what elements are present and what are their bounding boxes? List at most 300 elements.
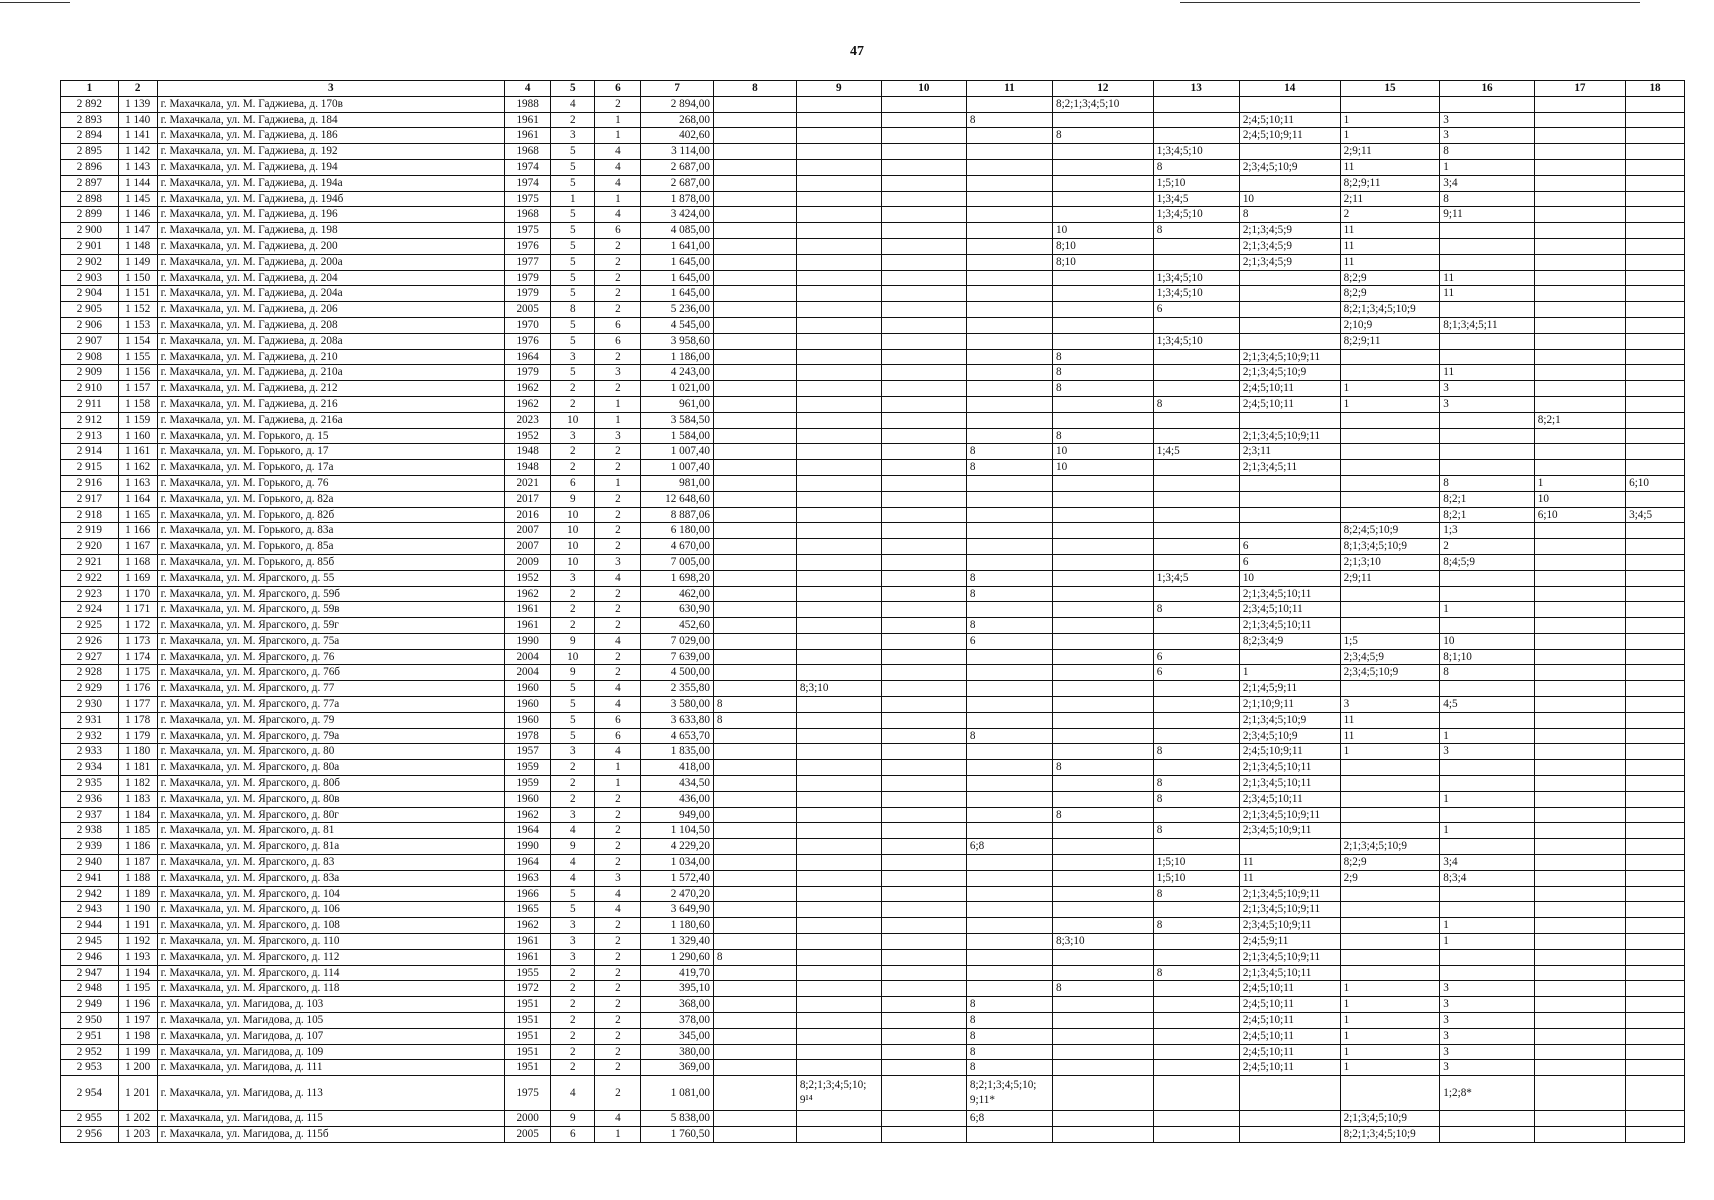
cell-col-13: 1;3;4;5 (1153, 570, 1239, 586)
cell-col-7: 4 500,00 (641, 665, 713, 681)
cell-col-10 (881, 238, 966, 254)
cell-col-11 (966, 144, 1052, 160)
table-row (61, 1060, 1685, 1076)
cell-col-6: 2 (595, 665, 641, 681)
cell-col-12 (1052, 159, 1153, 175)
cell-col-8 (713, 855, 796, 871)
cell-col-7: 7 029,00 (641, 633, 713, 649)
cell-col-7: 378,00 (641, 1013, 713, 1029)
cell-col-13 (1153, 1060, 1239, 1076)
cell-col-18 (1626, 254, 1685, 270)
cell-col-5: 5 (551, 681, 595, 697)
cell-col-13 (1153, 1076, 1239, 1111)
cell-col-9 (796, 539, 881, 555)
cell-col-10 (881, 681, 966, 697)
cell-col-4: 2000 (505, 1111, 551, 1127)
cell-col-4: 1976 (505, 333, 551, 349)
cell-col-11 (966, 823, 1052, 839)
cell-col-1: 2 904 (61, 286, 119, 302)
cell-col-1: 2 931 (61, 712, 119, 728)
cell-col-1: 2 943 (61, 902, 119, 918)
cell-col-3: г. Махачкала, ул. М. Ярагского, д. 80в (157, 791, 504, 807)
cell-col-1: 2 949 (61, 997, 119, 1013)
cell-col-6: 4 (595, 159, 641, 175)
cell-col-8 (713, 1076, 796, 1111)
cell-col-8 (713, 776, 796, 792)
cell-col-14: 2;4;5;10;11 (1239, 1044, 1340, 1060)
cell-col-8 (713, 1127, 796, 1143)
cell-col-13 (1153, 428, 1239, 444)
cell-col-2: 1 159 (118, 412, 157, 428)
cell-col-14: 2;1;3;4;5;10;11 (1239, 965, 1340, 981)
table-row (61, 918, 1685, 934)
cell-col-6: 2 (595, 1013, 641, 1029)
cell-col-15: 1;5 (1340, 633, 1440, 649)
cell-col-18 (1626, 223, 1685, 239)
cell-col-3: г. Махачкала, ул. М. Ярагского, д. 80б (157, 776, 504, 792)
cell-col-1: 2 939 (61, 839, 119, 855)
cell-col-2: 1 187 (118, 855, 157, 871)
cell-col-13: 8 (1153, 886, 1239, 902)
cell-col-14: 2;3;4;5;10;11 (1239, 602, 1340, 618)
cell-col-12 (1052, 491, 1153, 507)
cell-col-2: 1 182 (118, 776, 157, 792)
cell-col-1: 2 905 (61, 302, 119, 318)
cell-col-6: 2 (595, 981, 641, 997)
cell-col-3: г. Махачкала, ул. М. Гаджиева, д. 210а (157, 365, 504, 381)
cell-col-15 (1340, 475, 1440, 491)
cell-col-3: г. Махачкала, ул. М. Горького, д. 17а (157, 460, 504, 476)
cell-col-5: 5 (551, 238, 595, 254)
cell-col-14: 2;1;3;4;5;10;9 (1239, 712, 1340, 728)
cell-col-7: 1 081,00 (641, 1076, 713, 1111)
cell-col-7: 345,00 (641, 1028, 713, 1044)
cell-col-9 (796, 507, 881, 523)
cell-col-16: 8;2;1 (1440, 491, 1534, 507)
column-header-12: 12 (1052, 81, 1153, 97)
cell-col-10 (881, 902, 966, 918)
cell-col-7: 1 641,00 (641, 238, 713, 254)
cell-col-14: 2;4;5;10;11 (1239, 381, 1340, 397)
cell-col-3: г. Махачкала, ул. М. Гаджиева, д. 200а (157, 254, 504, 270)
cell-col-3: г. Махачкала, ул. М. Ярагского, д. 76б (157, 665, 504, 681)
cell-col-16 (1440, 760, 1534, 776)
cell-col-8 (713, 554, 796, 570)
cell-col-14 (1239, 523, 1340, 539)
cell-col-18 (1626, 270, 1685, 286)
cell-col-7: 1 572,40 (641, 870, 713, 886)
cell-col-2: 1 183 (118, 791, 157, 807)
cell-col-9 (796, 728, 881, 744)
cell-col-2: 1 169 (118, 570, 157, 586)
cell-col-12 (1052, 1060, 1153, 1076)
cell-col-16: 3 (1440, 1028, 1534, 1044)
cell-col-8 (713, 254, 796, 270)
cell-col-12 (1052, 1013, 1153, 1029)
cell-col-18 (1626, 697, 1685, 713)
cell-col-2: 1 161 (118, 444, 157, 460)
cell-col-11 (966, 207, 1052, 223)
cell-col-9 (796, 112, 881, 128)
table-row (61, 302, 1685, 318)
cell-col-11 (966, 96, 1052, 112)
cell-col-3: г. Махачкала, ул. М. Ярагского, д. 59в (157, 602, 504, 618)
cell-col-1: 2 902 (61, 254, 119, 270)
cell-col-8: 8 (713, 949, 796, 965)
column-header-18: 18 (1626, 81, 1685, 97)
cell-col-4: 1979 (505, 365, 551, 381)
cell-col-13 (1153, 807, 1239, 823)
cell-col-18 (1626, 112, 1685, 128)
cell-col-1: 2 944 (61, 918, 119, 934)
cell-col-7: 8 887,06 (641, 507, 713, 523)
cell-col-4: 1976 (505, 238, 551, 254)
cell-col-6: 4 (595, 744, 641, 760)
cell-col-18 (1626, 302, 1685, 318)
cell-col-10 (881, 317, 966, 333)
cell-col-8 (713, 112, 796, 128)
cell-col-17: 6;10 (1534, 507, 1625, 523)
cell-col-3: г. Махачкала, ул. М. Ярагского, д. 106 (157, 902, 504, 918)
cell-col-13 (1153, 712, 1239, 728)
cell-col-12 (1052, 649, 1153, 665)
cell-col-18 (1626, 128, 1685, 144)
cell-col-4: 1975 (505, 223, 551, 239)
cell-col-8 (713, 523, 796, 539)
cell-col-14: 2;1;3;4;5;9 (1239, 238, 1340, 254)
cell-col-16 (1440, 807, 1534, 823)
cell-col-7: 1 180,60 (641, 918, 713, 934)
cell-col-13: 8 (1153, 602, 1239, 618)
cell-col-6: 3 (595, 554, 641, 570)
table-row (61, 570, 1685, 586)
cell-col-15 (1340, 807, 1440, 823)
cell-col-16: 1 (1440, 159, 1534, 175)
cell-col-3: г. Махачкала, ул. М. Ярагского, д. 112 (157, 949, 504, 965)
cell-col-15 (1340, 618, 1440, 634)
cell-col-5: 3 (551, 744, 595, 760)
cell-col-7: 1 007,40 (641, 444, 713, 460)
cell-col-8 (713, 175, 796, 191)
cell-col-8 (713, 965, 796, 981)
cell-col-9 (796, 1028, 881, 1044)
cell-col-14 (1239, 144, 1340, 160)
cell-col-3: г. Махачкала, ул. М. Ярагского, д. 108 (157, 918, 504, 934)
table-row (61, 586, 1685, 602)
cell-col-1: 2 896 (61, 159, 119, 175)
cell-col-4: 2021 (505, 475, 551, 491)
cell-col-12 (1052, 665, 1153, 681)
cell-col-13: 1;3;4;5;10 (1153, 286, 1239, 302)
cell-col-13: 1;3;4;5;10 (1153, 144, 1239, 160)
cell-col-8 (713, 428, 796, 444)
cell-col-4: 1974 (505, 159, 551, 175)
cell-col-10 (881, 428, 966, 444)
cell-col-6: 6 (595, 223, 641, 239)
cell-col-15 (1340, 412, 1440, 428)
table-row (61, 1028, 1685, 1044)
cell-col-16: 11 (1440, 286, 1534, 302)
table-row (61, 223, 1685, 239)
cell-col-17 (1534, 128, 1625, 144)
cell-col-7: 4 243,00 (641, 365, 713, 381)
cell-col-7: 6 180,00 (641, 523, 713, 539)
cell-col-6: 2 (595, 539, 641, 555)
cell-col-6: 2 (595, 460, 641, 476)
cell-col-14 (1239, 412, 1340, 428)
cell-col-14: 2;3;4;5;10;9 (1239, 159, 1340, 175)
cell-col-9 (796, 349, 881, 365)
cell-col-13: 6 (1153, 302, 1239, 318)
cell-col-18: 6;10 (1626, 475, 1685, 491)
cell-col-3: г. Махачкала, ул. М. Ярагского, д. 79а (157, 728, 504, 744)
cell-col-9 (796, 1013, 881, 1029)
cell-col-13 (1153, 997, 1239, 1013)
table-row (61, 1127, 1685, 1143)
cell-col-18 (1626, 523, 1685, 539)
cell-col-10 (881, 333, 966, 349)
cell-col-6: 4 (595, 1111, 641, 1127)
cell-col-3: г. Махачкала, ул. М. Ярагского, д. 110 (157, 934, 504, 950)
cell-col-3: г. Махачкала, ул. Магидова, д. 115б (157, 1127, 504, 1143)
cell-col-8 (713, 412, 796, 428)
table-row (61, 807, 1685, 823)
cell-col-12 (1052, 570, 1153, 586)
cell-col-8 (713, 823, 796, 839)
cell-col-9 (796, 317, 881, 333)
cell-col-12: 10 (1052, 444, 1153, 460)
cell-col-16: 3 (1440, 1060, 1534, 1076)
cell-col-3: г. Махачкала, ул. Магидова, д. 107 (157, 1028, 504, 1044)
cell-col-13 (1153, 238, 1239, 254)
cell-col-13 (1153, 475, 1239, 491)
table-row (61, 949, 1685, 965)
cell-col-2: 1 146 (118, 207, 157, 223)
cell-col-7: 949,00 (641, 807, 713, 823)
cell-col-12: 8 (1052, 807, 1153, 823)
cell-col-12 (1052, 112, 1153, 128)
cell-col-1: 2 955 (61, 1111, 119, 1127)
cell-col-18 (1626, 175, 1685, 191)
cell-col-6: 4 (595, 175, 641, 191)
cell-col-17 (1534, 602, 1625, 618)
cell-col-18 (1626, 491, 1685, 507)
cell-col-14: 8 (1239, 207, 1340, 223)
cell-col-17 (1534, 428, 1625, 444)
table-row (61, 112, 1685, 128)
cell-col-4: 1972 (505, 981, 551, 997)
cell-col-7: 4 229,20 (641, 839, 713, 855)
cell-col-18 (1626, 586, 1685, 602)
cell-col-11 (966, 270, 1052, 286)
cell-col-13: 1;3;4;5 (1153, 191, 1239, 207)
cell-col-1: 2 897 (61, 175, 119, 191)
cell-col-7: 3 649,90 (641, 902, 713, 918)
cell-col-4: 1964 (505, 349, 551, 365)
cell-col-6: 2 (595, 1028, 641, 1044)
cell-col-15: 2;10;9 (1340, 317, 1440, 333)
cell-col-8 (713, 902, 796, 918)
cell-col-17 (1534, 1060, 1625, 1076)
cell-col-3: г. Махачкала, ул. М. Гаджиева, д. 192 (157, 144, 504, 160)
cell-col-9 (796, 618, 881, 634)
cell-col-17 (1534, 1127, 1625, 1143)
cell-col-3: г. Махачкала, ул. М. Гаджиева, д. 194б (157, 191, 504, 207)
cell-col-10 (881, 523, 966, 539)
cell-col-14: 2;1;3;4;5;10;9;11 (1239, 349, 1340, 365)
cell-col-3: г. Махачкала, ул. М. Горького, д. 15 (157, 428, 504, 444)
cell-col-7: 434,50 (641, 776, 713, 792)
cell-col-5: 3 (551, 918, 595, 934)
column-header-10: 10 (881, 81, 966, 97)
cell-col-10 (881, 1044, 966, 1060)
cell-col-10 (881, 760, 966, 776)
cell-col-7: 3 424,00 (641, 207, 713, 223)
cell-col-1: 2 908 (61, 349, 119, 365)
cell-col-18 (1626, 1111, 1685, 1127)
page-number: 47 (850, 44, 864, 59)
cell-col-10 (881, 807, 966, 823)
cell-col-18 (1626, 870, 1685, 886)
cell-col-12 (1052, 144, 1153, 160)
cell-col-15: 1 (1340, 1060, 1440, 1076)
table-row (61, 855, 1685, 871)
cell-col-11 (966, 365, 1052, 381)
cell-col-9 (796, 1044, 881, 1060)
cell-col-12 (1052, 554, 1153, 570)
cell-col-6: 1 (595, 396, 641, 412)
cell-col-11: 8 (966, 997, 1052, 1013)
cell-col-11 (966, 523, 1052, 539)
cell-col-3: г. Махачкала, ул. М. Ярагского, д. 55 (157, 570, 504, 586)
cell-col-8 (713, 333, 796, 349)
cell-col-5: 3 (551, 949, 595, 965)
table-row (61, 791, 1685, 807)
cell-col-15 (1340, 776, 1440, 792)
table-row (61, 523, 1685, 539)
cell-col-6: 1 (595, 191, 641, 207)
cell-col-4: 1968 (505, 144, 551, 160)
cell-col-2: 1 143 (118, 159, 157, 175)
cell-col-17 (1534, 159, 1625, 175)
cell-col-18 (1626, 965, 1685, 981)
cell-col-13: 8 (1153, 823, 1239, 839)
table-row (61, 460, 1685, 476)
cell-col-11: 8 (966, 1044, 1052, 1060)
cell-col-17 (1534, 1076, 1625, 1111)
table-row (61, 760, 1685, 776)
cell-col-16 (1440, 96, 1534, 112)
cell-col-15: 1 (1340, 1044, 1440, 1060)
cell-col-10 (881, 302, 966, 318)
cell-col-10 (881, 981, 966, 997)
cell-col-8 (713, 286, 796, 302)
cell-col-5: 10 (551, 523, 595, 539)
cell-col-11 (966, 396, 1052, 412)
cell-col-15 (1340, 681, 1440, 697)
cell-col-7: 7 639,00 (641, 649, 713, 665)
cell-col-8 (713, 159, 796, 175)
table-row (61, 159, 1685, 175)
cell-col-12: 10 (1052, 223, 1153, 239)
cell-col-2: 1 166 (118, 523, 157, 539)
cell-col-14: 2;4;5;10;11 (1239, 1028, 1340, 1044)
cell-col-10 (881, 949, 966, 965)
cell-col-13 (1153, 618, 1239, 634)
cell-col-16: 10 (1440, 633, 1534, 649)
cell-col-5: 4 (551, 96, 595, 112)
cell-col-10 (881, 444, 966, 460)
cell-col-2: 1 173 (118, 633, 157, 649)
cell-col-11 (966, 949, 1052, 965)
cell-col-6: 4 (595, 886, 641, 902)
cell-col-17 (1534, 839, 1625, 855)
cell-col-12: 10 (1052, 460, 1153, 476)
cell-col-8 (713, 349, 796, 365)
cell-col-1: 2 899 (61, 207, 119, 223)
cell-col-4: 1952 (505, 428, 551, 444)
table-body (61, 96, 1685, 1142)
cell-col-15: 1 (1340, 997, 1440, 1013)
cell-col-8 (713, 270, 796, 286)
cell-col-16 (1440, 965, 1534, 981)
cell-col-15 (1340, 902, 1440, 918)
cell-col-15: 2;9;11 (1340, 570, 1440, 586)
cell-col-6: 1 (595, 128, 641, 144)
table-row (61, 839, 1685, 855)
cell-col-6: 2 (595, 523, 641, 539)
cell-col-7: 1 186,00 (641, 349, 713, 365)
cell-col-1: 2 920 (61, 539, 119, 555)
cell-col-4: 1990 (505, 633, 551, 649)
cell-col-16 (1440, 902, 1534, 918)
cell-col-8 (713, 633, 796, 649)
cell-col-6: 2 (595, 491, 641, 507)
cell-col-15: 11 (1340, 254, 1440, 270)
cell-col-5: 6 (551, 475, 595, 491)
cell-col-9 (796, 586, 881, 602)
cell-col-11: 8;2;1;3;4;5;10; 9;11* (966, 1076, 1052, 1111)
cell-col-7: 5 236,00 (641, 302, 713, 318)
cell-col-7: 1 645,00 (641, 270, 713, 286)
cell-col-14: 2;1;3;4;5;9 (1239, 223, 1340, 239)
cell-col-15: 1 (1340, 381, 1440, 397)
cell-col-7: 452,60 (641, 618, 713, 634)
cell-col-16 (1440, 839, 1534, 855)
cell-col-13 (1153, 523, 1239, 539)
cell-col-15 (1340, 823, 1440, 839)
cell-col-12 (1052, 317, 1153, 333)
cell-col-13: 1;5;10 (1153, 870, 1239, 886)
cell-col-8 (713, 918, 796, 934)
cell-col-2: 1 164 (118, 491, 157, 507)
cell-col-13: 8 (1153, 776, 1239, 792)
cell-col-2: 1 179 (118, 728, 157, 744)
cell-col-3: г. Махачкала, ул. Магидова, д. 103 (157, 997, 504, 1013)
cell-col-4: 1955 (505, 965, 551, 981)
cell-col-10 (881, 1060, 966, 1076)
cell-col-11 (966, 870, 1052, 886)
cell-col-5: 9 (551, 665, 595, 681)
cell-col-16: 8 (1440, 475, 1534, 491)
cell-col-10 (881, 776, 966, 792)
cell-col-13: 1;5;10 (1153, 855, 1239, 871)
cell-col-2: 1 158 (118, 396, 157, 412)
cell-col-13: 1;3;4;5;10 (1153, 207, 1239, 223)
cell-col-17 (1534, 902, 1625, 918)
cell-col-11 (966, 302, 1052, 318)
cell-col-15: 8;2;9 (1340, 855, 1440, 871)
